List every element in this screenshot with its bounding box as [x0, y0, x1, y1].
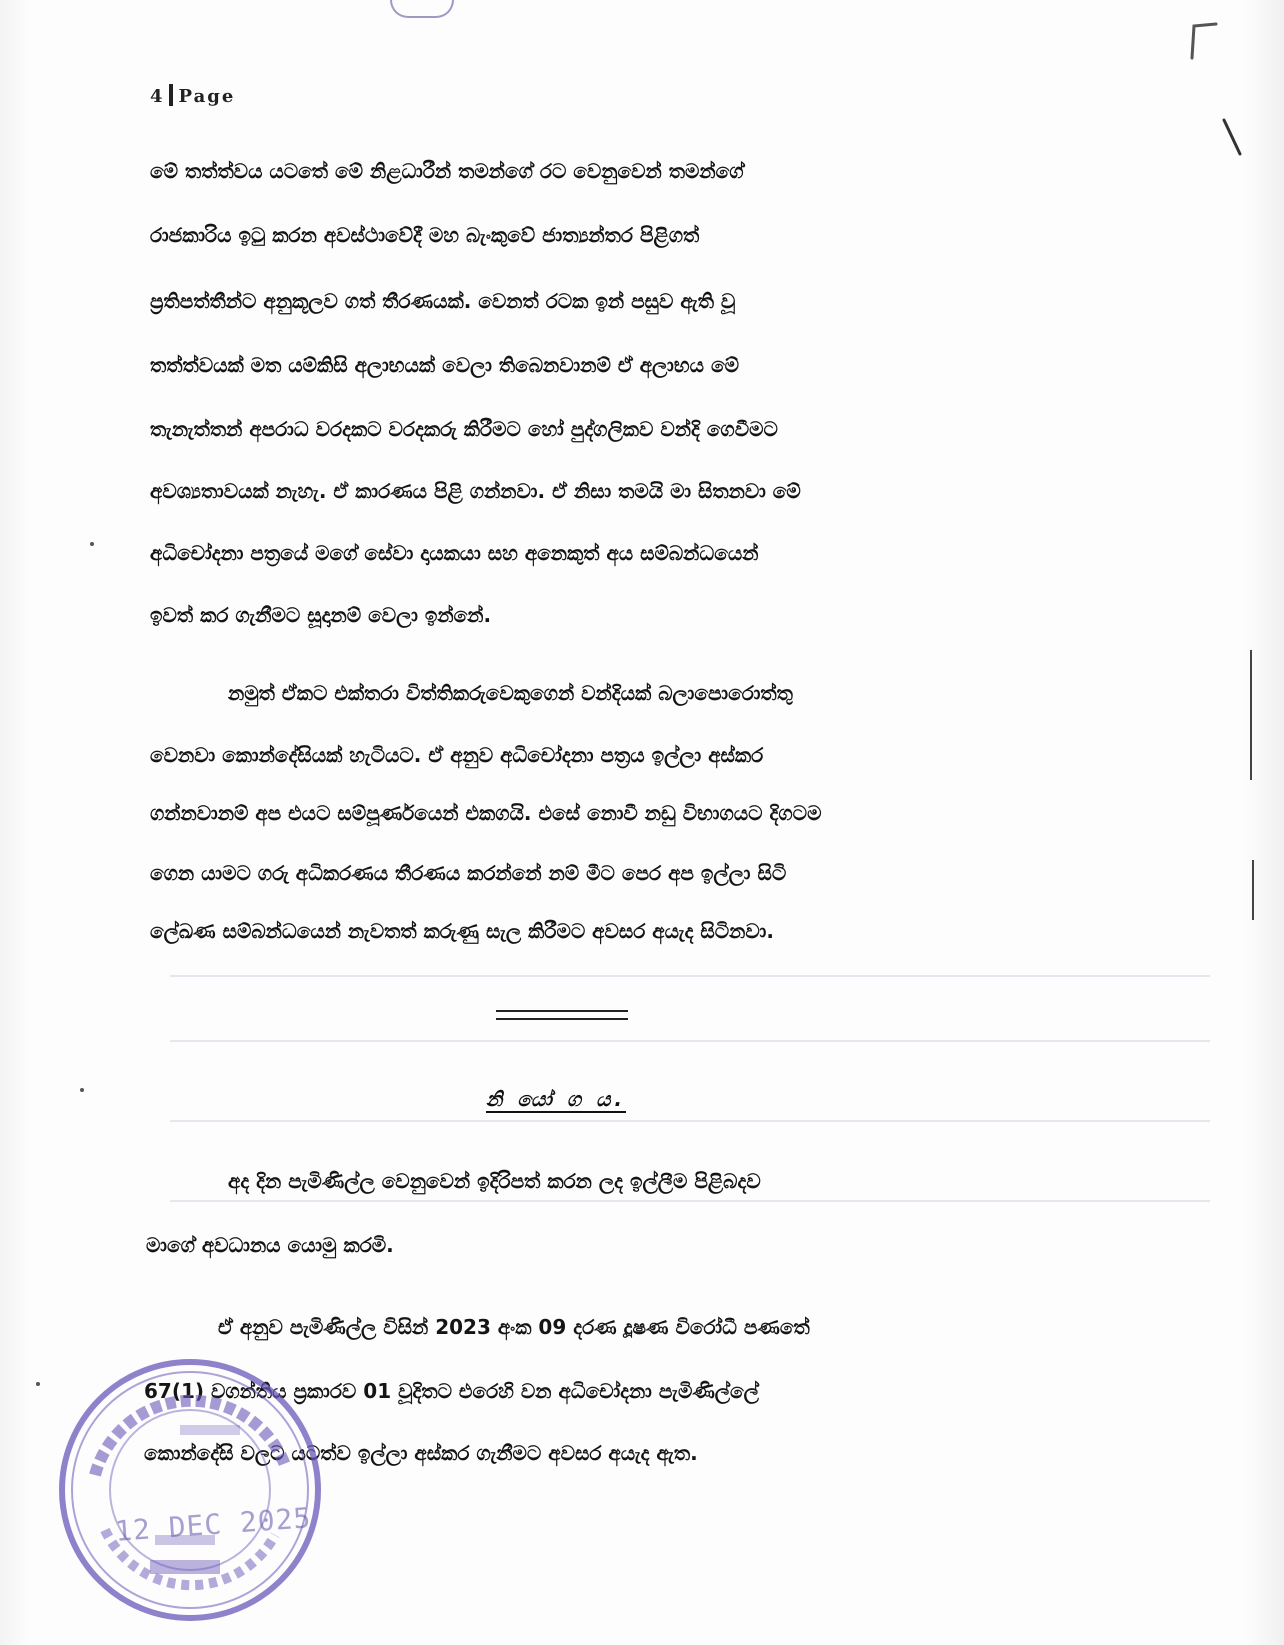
para1-line: අධිචෝදනා පත්‍රයේ මගේ සේවා දායකයා සහ අනෙකුත් අය සම්බන්ධයෙන් [150, 541, 759, 565]
para3-line: මාගේ අවධානය යොමු කරමි. [146, 1233, 394, 1257]
para2-line: ගෙන යාමට ගරු අධිකරණය තීරණය කරන්නේ නම් මීට පෙර අප ඉල්ලා සිටි [150, 861, 787, 885]
page-header [150, 84, 235, 107]
page-number: 4 [150, 86, 165, 107]
para4-line: කොන්දේසි වලට යටත්ව ඉල්ලා අස්කර ගැනීමට අවසර අයැද ඇත. [144, 1441, 698, 1465]
para1-line: අවශ්‍යතාවයක් නැහැ. ඒ කාරණය පිළි ගන්නවා. ඒ නිසා තමයි මා සිතනවා මේ [150, 479, 801, 503]
official-seal-stamp [55, 1355, 325, 1625]
page-label: Page [178, 86, 236, 107]
para4-line: 67(1) වගන්තිය ප්‍රකාරව 01 වූදිතට එරෙහි වන අධිචෝදනා පැමිණිල්ලේ [144, 1379, 759, 1403]
speck [90, 542, 94, 546]
scan-shadow-right [1244, 0, 1284, 1645]
section-divider [496, 1010, 628, 1020]
para1-line: තැනැත්තන් අපරාධ වරදකට වරදකරු කිරීමට හෝ පුද්ගලිකව වන්දි ගෙවීමට [150, 417, 778, 441]
para1-line: ප්‍රතිපත්තීන්ට අනුකූලව ගත් තීරණයක්. වෙනත් රටක ඉන් පසුව ඇති වූ [150, 289, 736, 313]
para1-line: රාජකාරිය ඉටු කරන අවස්ථාවේදී මහ බැංකුවේ ජාත්‍යන්තර පිළිගත් [150, 223, 700, 247]
para1-line: මේ තත්ත්වය යටතේ මේ නිළධාරීන් තමන්ගේ රට වෙනුවෙන් තමන්ගේ [150, 159, 744, 183]
stamp-date: 12 DEC 2025 [114, 1501, 313, 1548]
speck [80, 1088, 84, 1092]
bleed-through [170, 1120, 1210, 1122]
para4-line: ඒ අනුව පැමිණිල්ල විසින් 2023 අංක 09 දරණ දූෂණ විරෝධී පණතේ [218, 1315, 810, 1339]
para2-line: ගන්නවානම් අප එයට සම්පූර්ණයෙන් එකගයි. එසේ නොවී නඩු විභාගයට දිගටම [150, 801, 822, 825]
bleed-through [170, 975, 1210, 977]
scan-shadow-left [0, 0, 30, 1645]
pen-mark-top [390, 0, 454, 18]
para1-line: තත්ත්වයක් මත යම්කිසි අලාභයක් වෙලා තිබෙනවානම් ඒ අලාභය මේ [150, 353, 739, 377]
pen-mark-corner [1188, 20, 1218, 60]
margin-line [1250, 650, 1252, 780]
bleed-through [170, 1200, 1210, 1202]
margin-line [1252, 860, 1254, 920]
bleed-through [170, 1040, 1210, 1042]
para3-line: අද දින පැමිණිල්ල වෙනුවෙන් ඉදිරිපත් කරන ලද ඉල්ලීම පිළිබදව [228, 1169, 761, 1193]
pen-mark-edge [1222, 118, 1244, 158]
section-heading-order: නි යෝ ග ය. [486, 1087, 626, 1111]
para1-line: ඉවත් කර ගැනීමට සූදානම් වෙලා ඉන්නේ. [150, 603, 492, 627]
para2-line: වෙනවා කොන්දේසියක් හැටියට. ඒ අනුව අධිචෝදනා පත්‍රය ඉල්ලා අස්කර [150, 743, 764, 767]
para2-line: නමුත් ඒකට එක්තරා විත්තිකරුවෙකුගෙන් වන්දියක් බලාපොරොත්තු [228, 681, 793, 705]
para2-line: ලේඛණ සම්බන්ධයෙන් නැවතත් කරුණු සැල කිරීමට අවසර අයැද සිටිනවා. [150, 919, 774, 943]
header-separator [169, 84, 173, 106]
speck [36, 1382, 40, 1386]
